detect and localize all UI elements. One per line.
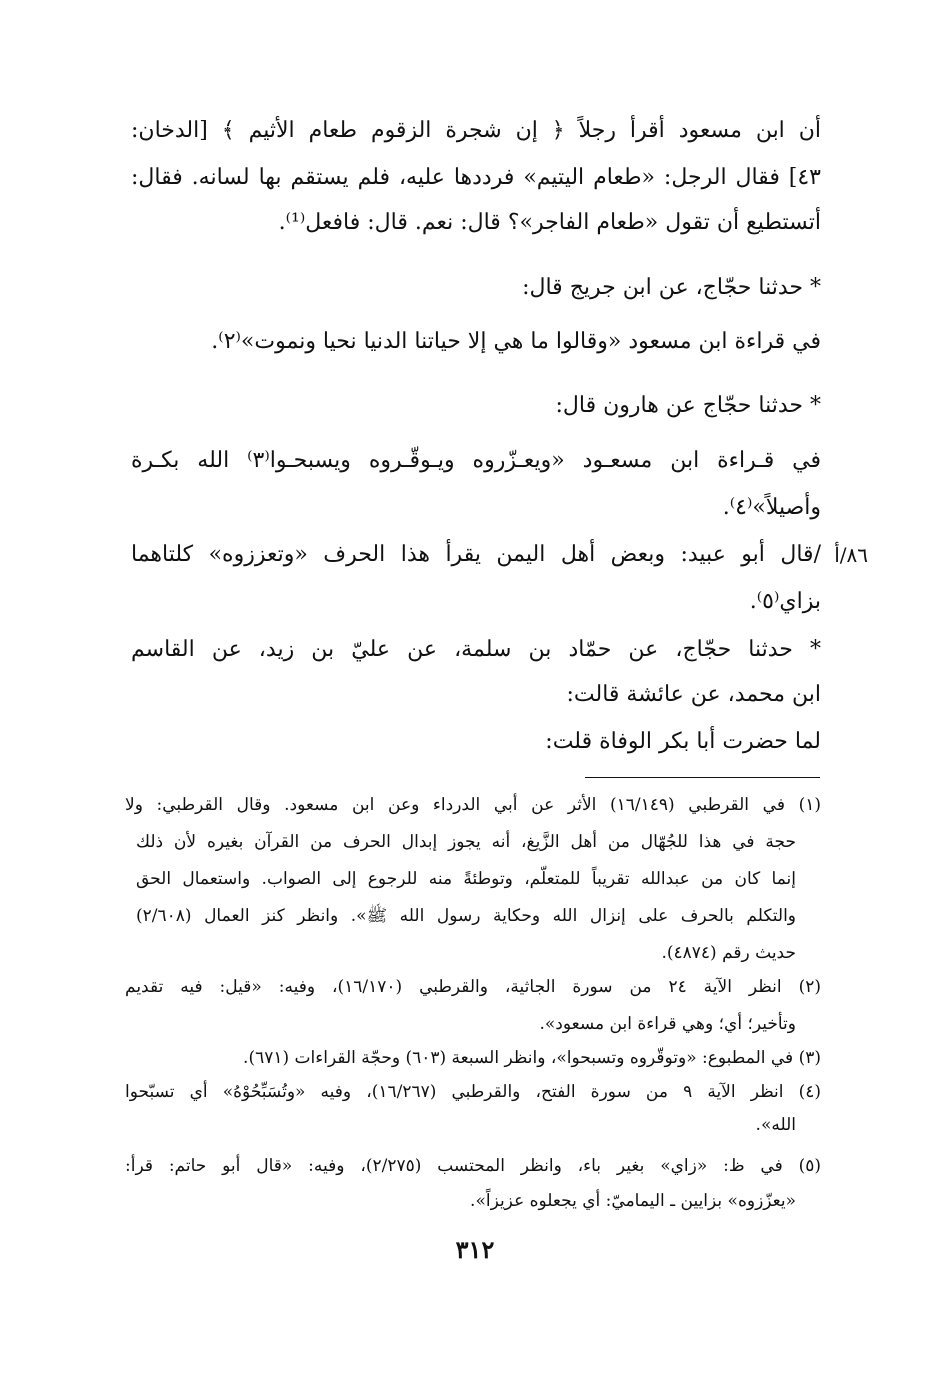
footnote-line: الله». (755, 1115, 796, 1135)
body-line: أتستطيع أن تقول «طعام الفاجر»؟ قال: نعم. قال: فافعل⁽¹⁾. (278, 210, 821, 235)
body-line: وأصيلاً»⁽٤⁾. (722, 495, 821, 520)
footnote-line: وتأخير؛ أي؛ وهي قراءة ابن مسعود». (539, 1014, 796, 1034)
body-line: ٤٣] فقال الرجل: «طعام اليتيم» فرددها عليه، فلم يستقم بها لسانه. فقال: (131, 165, 821, 190)
footnote-line: حجة في هذا للجُهّال من أهل الزَّيغ، أنه يجوز إبدال الحرف من القرآن بغيره لأن ذلك (136, 832, 796, 852)
footnote-line: (٥) في ظ: «زاي» بغير باء، وانظر المحتسب (٢/٢٧٥)، وفيه: «قال أبو حاتم: قرأ: (125, 1156, 821, 1176)
footnote-separator (585, 777, 820, 778)
manuscript-folio-note: ٨٦/أ (834, 543, 868, 567)
footnote-line: إنما كان من عبدالله تقريباً للمتعلّم، وتوطئةً منه للرجوع إلى الصواب. واستعمال الحق (136, 869, 796, 889)
isnad-line: ابن محمد، عن عائشة قالت: (566, 682, 821, 707)
body-line: في قراءة ابن مسعود «وقالوا ما هي إلا حياتنا الدنيا نحيا ونموت»⁽٢⁾. (211, 329, 821, 354)
isnad-line: * حدثنا حجّاج، عن حمّاد بن سلمة، عن عليّ بن زيد، عن القاسم (131, 637, 821, 662)
footnote-line: والتكلم بالحرف على إنزال الله وحكاية رسول الله ﷺ». وانظر كنز العمال (٢/٦٠٨) (136, 906, 796, 926)
body-line: /قال أبو عبيد: وبعض أهل اليمن يقرأ هذا الحرف «وتعززوه» كلتاهما (131, 542, 821, 567)
body-line: في قـراءة ابن مسعـود «ويعـزّروه ويـوقّـروه ويسبحـوا⁽٣⁾ الله بكـرة (131, 448, 821, 473)
footnote-line: (٢) انظر الآية ٢٤ من سورة الجاثية، والقرطبي (١٦/١٧٠)، وفيه: «قيل: فيه تقديم (125, 977, 821, 997)
footnote-line: حديث رقم (٤٨٧٤). (661, 943, 796, 963)
isnad-line: * حدثنا حجّاج، عن ابن جريج قال: (522, 275, 821, 300)
isnad-line: * حدثنا حجّاج عن هارون قال: (555, 393, 821, 418)
body-line: أن ابن مسعود أقرأ رجلاً ﴿ إن شجرة الزقوم طعام الأثيم ﴾ [الدخان: (131, 118, 821, 143)
body-line: لما حضرت أبا بكر الوفاة قلت: (545, 729, 821, 754)
footnote-line: «يعزّزوه» بزايين ـ اليماميّ: أي يجعلوه عزيزاً». (470, 1191, 796, 1211)
body-line: بزاي⁽٥⁾. (749, 589, 821, 614)
footnote-line: (١) في القرطبي (١٦/١٤٩) الأثر عن أبي الدرداء وعن ابن مسعود. وقال القرطبي: ولا (125, 795, 821, 815)
footnote-line: (٤) انظر الآية ٩ من سورة الفتح، والقرطبي (١٦/٢٦٧)، وفيه «وتُسَبِّحُوْهُ» أي تسبّحوا (125, 1082, 821, 1102)
footnote-line: (٣) في المطبوع: «وتوقّروه وتسبحوا»، وانظر السبعة (٦٠٣) وحجّة القراءات (٦٧١). (243, 1048, 821, 1068)
page-number: ٣١٢ (455, 1235, 495, 1264)
